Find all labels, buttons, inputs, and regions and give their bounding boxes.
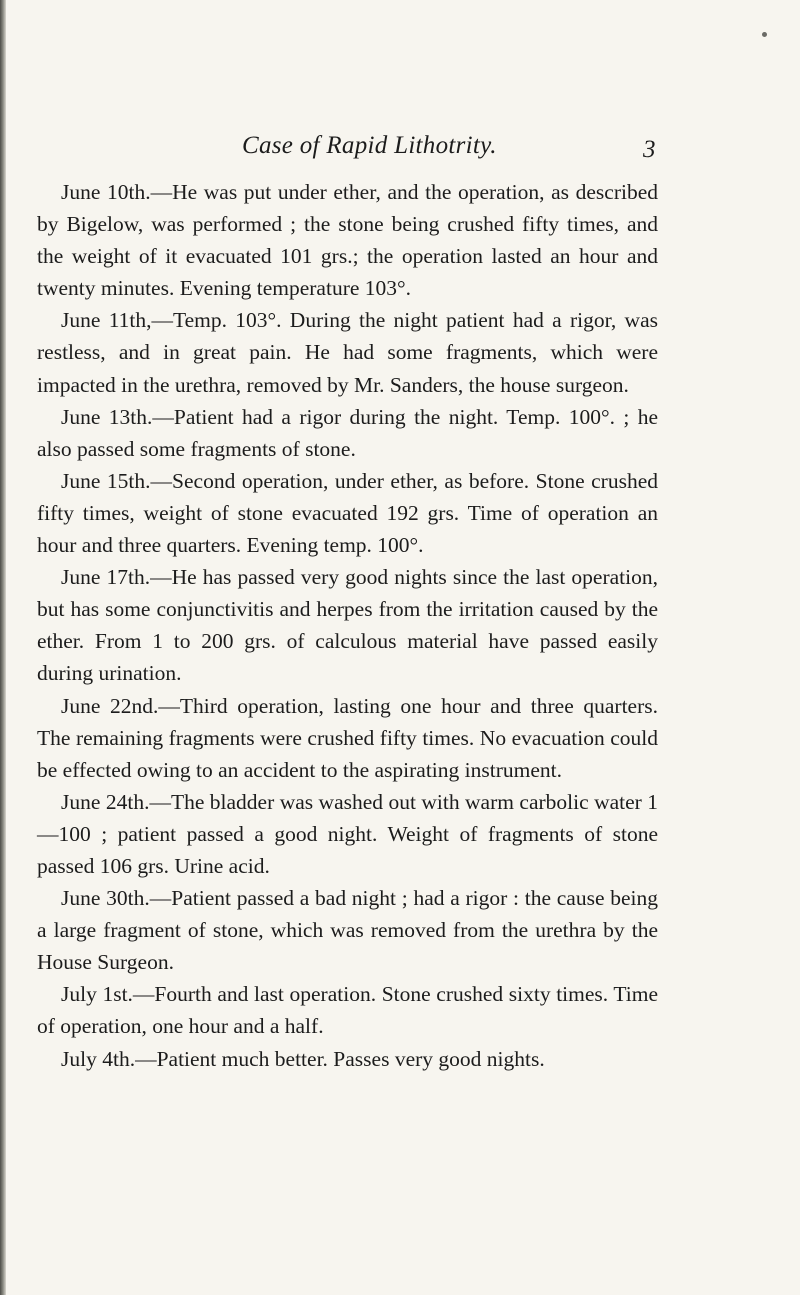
entry-june-17: June 17th.—He has passed very good nights since the last operation, but has some conjunctivitis and herpes from the irritation caused by the ether. From 1 to 200 grs. of calculous material have passed easily during urination.	[37, 565, 658, 686]
entry-june-11: June 11th,—Temp. 103°. During the night patient had a rigor, was restless, and in great pain. He had some fragments, which were impacted in the urethra, removed by Mr. Sanders, the house surgeon.	[37, 308, 658, 397]
running-title: Case of Rapid Lithotrity.	[242, 132, 497, 159]
entry-june-30: June 30th.—Patient passed a bad night ; had a rigor : the cause being a large fragment of stone, which was removed from the urethra by the House Surgeon.	[37, 886, 658, 975]
entry-june-13: June 13th.—Patient had a rigor during the night. Temp. 100°. ; he also passed some fragments of stone.	[37, 404, 658, 461]
entry-july-4: July 4th.—Patient much better. Passes very good nights.	[61, 1046, 545, 1071]
entry-june-24: June 24th.—The bladder was washed out with warm carbolic water 1—100 ; patient passed a good night. Weight of fragments of stone passed 106 grs. Urine acid.	[37, 789, 658, 878]
page-header	[0, 128, 800, 168]
entry-june-22: June 22nd.—Third operation, lasting one hour and three quarters. The remaining fragments were crushed fifty times. No evacuation could be effected owing to an accident to the aspirating instrument.	[37, 693, 658, 782]
paper-speck	[762, 32, 767, 37]
case-notes	[37, 176, 658, 1075]
page-binding-edge	[0, 0, 6, 1295]
page-number: 3	[643, 136, 656, 163]
entry-july-1: July 1st.—Fourth and last operation. Stone crushed sixty times. Time of operation, one hour and a half.	[37, 982, 658, 1039]
entry-june-10: June 10th.—He was put under ether, and the operation, as described by Bigelow, was performed ; the stone being crushed fifty times, and the weight of it evacuated 101 grs.; the operation lasted an hour and twenty minutes. Evening temperature 103°.	[37, 180, 658, 301]
entry-june-15: June 15th.—Second operation, under ether, as before. Stone crushed fifty times, weight of stone evacuated 192 grs. Time of operation an hour and three quarters. Evening temp. 100°.	[37, 468, 658, 558]
